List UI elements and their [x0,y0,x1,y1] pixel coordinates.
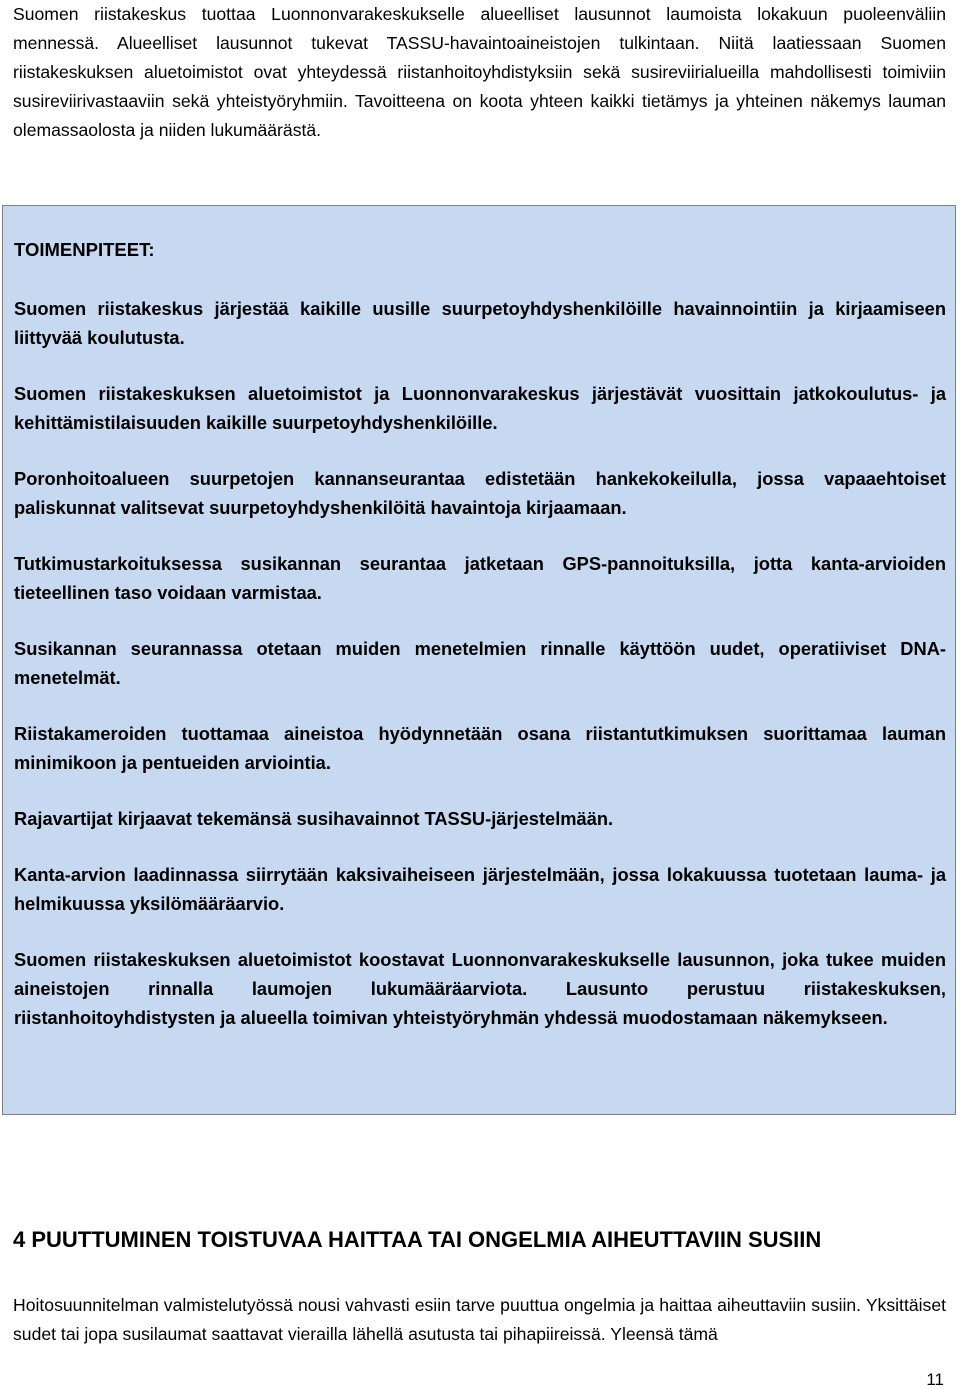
measures-list [14,294,946,1059]
section-heading: 4 PUUTTUMINEN TOISTUVAA HAITTAA TAI ONGELMIA AIHEUTTAVIIN SUSIIN [13,1227,822,1252]
measure-paragraph: Suomen riistakeskuksen aluetoimistot koostavat Luonnonvarakeskukselle lausunnon, joka tukee muiden aineistojen rinnalla laumojen lukumääräarviota. Lausunto perustuu riistakeskuksen, riistanhoitoyhdistysten ja alueella toimivan yhteistyöryhmän yhdessä muodostamaan näkemykseen. [14,949,946,1028]
measures-box [2,205,956,1115]
measure-paragraph: Riistakameroiden tuottamaa aineistoa hyödynnetään osana riistantutkimuksen suorittamaa lauman minimikoon ja pentueiden arviointia. [14,723,946,773]
measure-paragraph: Kanta-arvion laadinnassa siirrytään kaksivaiheiseen järjestelmään, jossa lokakuussa tuotetaan lauma- ja helmikuussa yksilömääräarvio. [14,864,946,914]
section-paragraph: Hoitosuunnitelman valmistelutyössä nousi vahvasti esiin tarve puuttua ongelmia ja haittaa aiheuttaviin susiin. Yksittäiset sudet tai jopa susilaumat saattavat vierailla lähellä asutusta tai pihapiireissä. Yleensä tämä [13,1295,946,1344]
measure-paragraph: Susikannan seurannassa otetaan muiden menetelmien rinnalle käyttöön uudet, operatiiviset DNA-menetelmät. [14,638,946,688]
measure-paragraph: Poronhoitoalueen suurpetojen kannanseurantaa edistetään hankekokeilulla, jossa vapaaehtoiset paliskunnat valitsevat suurpetoyhdyshenkilöitä havaintoja kirjaamaan. [14,468,946,518]
measures-heading: TOIMENPITEET: [14,239,155,260]
intro-paragraph: Suomen riistakeskus tuottaa Luonnonvarakeskukselle alueelliset lausunnot laumoista lokakuun puoleenväliin mennessä. Alueelliset lausunnot tukevat TASSU-havaintoaineistojen tulkintaan. Niitä laatiessaan Suomen riistakeskuksen aluetoimistot ovat yhteydessä riistanhoitoyhdistyksiin sekä susireviirialueilla mahdollisesti toimiviin susireviirivastaaviin sekä yhteistyöryhmiin. Tavoitteena on koota yhteen kaikki tietämys ja yhteinen näkemys lauman olemassaolosta ja niiden lukumäärästä. [13,4,946,140]
measure-paragraph: Suomen riistakeskus järjestää kaikille uusille suurpetoyhdyshenkilöille havainnointiin ja kirjaamiseen liittyvää koulutusta. [14,298,946,348]
measure-paragraph: Tutkimustarkoituksessa susikannan seurantaa jatketaan GPS-pannoituksilla, jotta kanta-arvioiden tieteellinen taso voidaan varmistaa. [14,553,946,603]
measure-paragraph: Rajavartijat kirjaavat tekemänsä susihavainnot TASSU-järjestelmään. [14,808,614,829]
measure-paragraph: Suomen riistakeskuksen aluetoimistot ja Luonnonvarakeskus järjestävät vuosittain jatkokoulutus- ja kehittämistilaisuuden kaikille suurpetoyhdyshenkilöille. [14,383,946,433]
page-number: 11 [926,1370,944,1389]
